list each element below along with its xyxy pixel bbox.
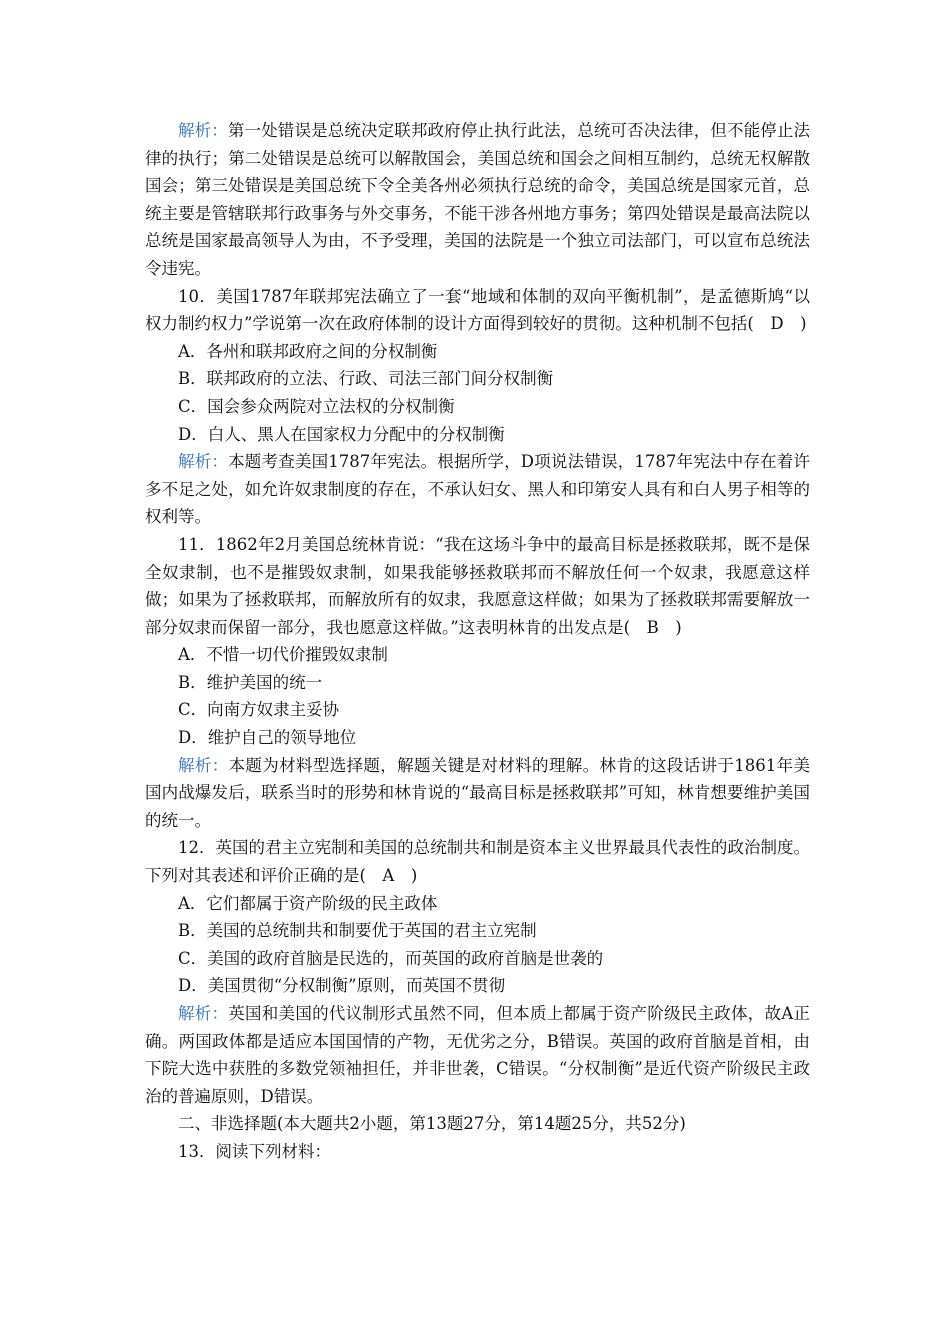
section-heading-non-choice: 二、非选择题(本大题共2小题，第13题27分，第14题25分，共52分) xyxy=(178,1114,686,1134)
analysis-q12 xyxy=(145,1000,810,1110)
analysis-text: 英国和美国的代议制形式虽然不同，但本质上都属于资产阶级民主政体，故A正确。两国政体都是适应本国国情的产物，无优劣之分，B错误。英国的政府首脑是首相，由下院大选中获胜的多数党领袖担任，并非世袭，C错误。“分权制衡”是近代资产阶级民主政治的普遍原则，D错误。 xyxy=(145,1004,810,1106)
analysis-text: 第一处错误是总统决定联邦政府停止执行此法，总统可否决法律，但不能停止法律的执行；第二处错误是总统可以解散国会，美国总统和国会之间相互制约，总统无权解散国会；第三处错误是美国总统下令全美各州必须执行总统的命令，美国总统是国家元首，总统主要是管辖联邦行政事务与外交事务，不能干涉各州地方事务；第四处错误是最高法院以总统是国家最高领导人为由，不予受理，美国的法院是一个独立司法部门，可以宣布总统法令违宪。 xyxy=(145,121,811,278)
question-11-stem: 11．1862年2月美国总统林肯说：“我在这场斗争中的最高目标是拯救联邦，既不是保全奴隶制，也不是摧毁奴隶制，如果我能够拯救联邦而不解放任何一个奴隶，我愿意这样做；如果为了拯救联邦，而解放所有的奴隶，我愿意这样做；如果为了拯救联邦需要解放一部分奴隶而保留一部分，我也愿意这样做。”这表明林肯的出发点是( B ) xyxy=(145,534,810,637)
analysis-label: 解析： xyxy=(178,1004,229,1023)
question-10-option-d: D．白人、黑人在国家权力分配中的分权制衡 xyxy=(178,424,505,444)
question-12-option-b: B．美国的总统制共和制要优于英国的君主立宪制 xyxy=(178,921,537,941)
document-page xyxy=(145,117,810,1166)
analysis-label: 解析： xyxy=(178,755,229,775)
question-11-option-d: D．维护自己的领导地位 xyxy=(178,728,357,748)
question-11-option-a: A．不惜一切代价摧毁奴隶制 xyxy=(178,645,388,665)
analysis-label: 解析： xyxy=(178,121,228,140)
analysis-label: 解析： xyxy=(178,452,229,472)
question-12-option-c: C．美国的政府首脑是民选的，而英国的政府首脑是世袭的 xyxy=(178,948,604,968)
question-11-option-b: B．维护美国的统一 xyxy=(178,672,323,692)
question-12-option-d: D．美国贯彻“分权制衡”原则，而英国不贯彻 xyxy=(178,976,506,996)
question-12-stem: 12．英国的君主立宪制和美国的总统制共和制是资本主义世界最具代表性的政治制度。下列对其表述和评价正确的是( A ) xyxy=(145,838,810,886)
question-10-option-c: C．国会参众两院对立法权的分权制衡 xyxy=(178,396,455,416)
analysis-text: 本题考查美国1787年宪法。根据所学，D项说法错误，1787年宪法中存在着许多不足之处，如允许奴隶制度的存在，不承认妇女、黑人和印第安人具有和白人男子相等的权利等。 xyxy=(145,452,811,527)
analysis-q9 xyxy=(145,117,810,283)
analysis-q10 xyxy=(145,448,810,531)
analysis-q11 xyxy=(145,752,810,835)
question-10-option-a: A．各州和联邦政府之间的分权制衡 xyxy=(178,341,438,361)
question-12-option-a: A．它们都属于资产阶级的民主政体 xyxy=(178,893,438,913)
question-10-option-b: B．联邦政府的立法、行政、司法三部门间分权制衡 xyxy=(178,369,554,389)
question-10-stem: 10．美国1787年联邦宪法确立了一套“地域和体制的双向平衡机制”，是孟德斯鸠“以权力制约权力”学说第一次在政府体制的设计方面得到较好的贯彻。这种机制不包括( D ) xyxy=(145,286,810,334)
analysis-text: 本题为材料型选择题，解题关键是对材料的理解。林肯的这段话讲于1861年美国内战爆发后，联系当时的形势和林肯说的“最高目标是拯救联邦”可知，林肯想要维护美国的统一。 xyxy=(145,755,810,830)
question-13-stem: 13．阅读下列材料： xyxy=(178,1141,331,1161)
question-11-option-c: C．向南方奴隶主妥协 xyxy=(178,700,340,720)
